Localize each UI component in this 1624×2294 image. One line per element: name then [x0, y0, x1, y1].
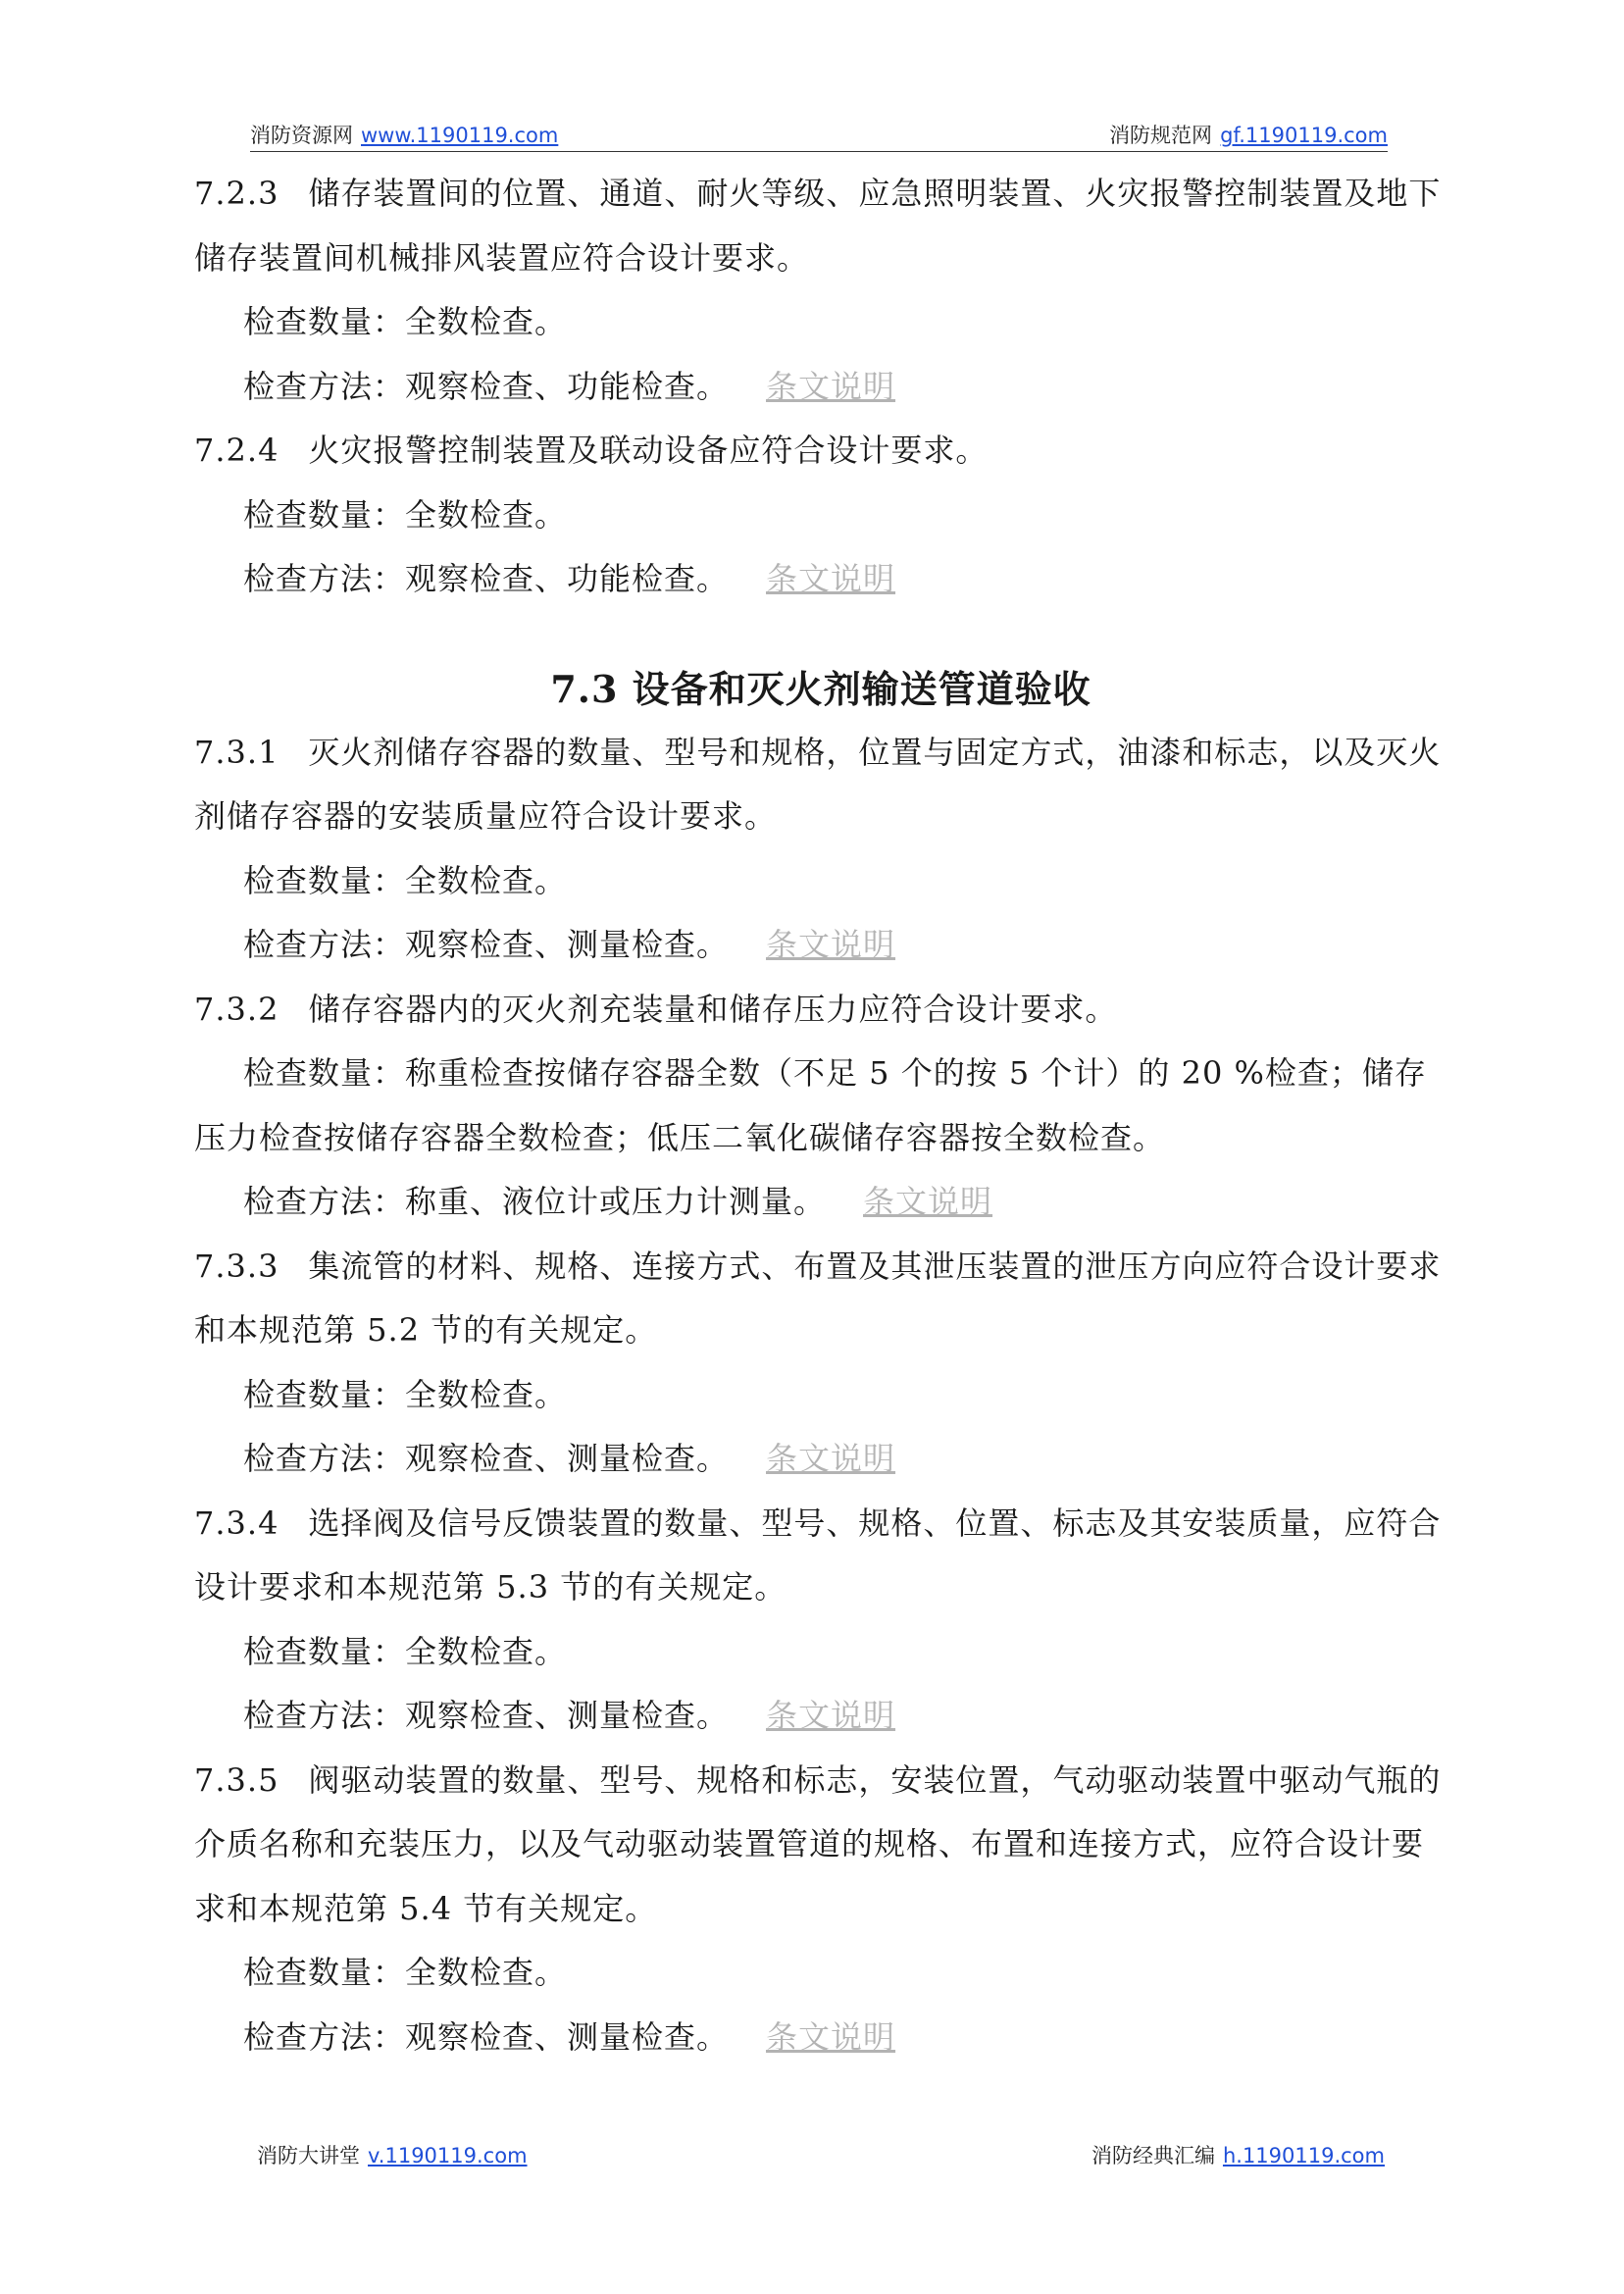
- check-quantity: 检查数量：全数检查。: [243, 861, 568, 899]
- clause-number: 7.3.5: [194, 1760, 279, 1799]
- clause-text: 集流管的材料、规格、连接方式、布置及其泄压装置的泄压方向应符合设计要求和本规范第 5.2 节的有关规定。: [194, 1247, 1442, 1349]
- footer-left-link[interactable]: v.1190119.com: [368, 2144, 528, 2167]
- clause-number: 7.2.3: [194, 175, 279, 212]
- check-quantity: 检查数量：全数检查。: [243, 495, 568, 534]
- check-quantity: 检查数量：全数检查。: [243, 1375, 568, 1413]
- footer-right-site-name: 消防经典汇编: [1091, 2144, 1215, 2167]
- check-method-line: [194, 1684, 1447, 1749]
- clause-text: 灭火剂储存容器的数量、型号和规格，位置与固定方式，油漆和标志，以及灭火剂储存容器的安装质量应符合设计要求。: [194, 733, 1442, 835]
- clause-text: 储存装置间的位置、通道、耐火等级、应急照明装置、火灾报警控制装置及地下储存装置间机械排风装置应符合设计要求。: [194, 175, 1442, 277]
- clause-text: 储存容器内的灭火剂充装量和储存压力应符合设计要求。: [308, 990, 1118, 1028]
- header-right: [1109, 120, 1388, 149]
- section-spacer: [194, 612, 1447, 657]
- check-method: 检查方法：观察检查、测量检查。: [243, 2017, 730, 2056]
- clause-paragraph: [194, 721, 1447, 849]
- footer-left-site-name: 消防大讲堂: [257, 2144, 360, 2167]
- clause-paragraph: [194, 419, 1447, 484]
- clause-number: 7.2.4: [194, 432, 279, 469]
- clause-number: 7.3.2: [194, 990, 279, 1028]
- clause-number: 7.3.4: [194, 1504, 279, 1542]
- document-body: [194, 162, 1447, 2069]
- clause-note-link[interactable]: 条文说明: [766, 367, 896, 405]
- check-method-line: [194, 355, 1447, 420]
- check-method-line: [194, 1170, 1447, 1235]
- check-method-line: [194, 547, 1447, 612]
- footer-right: [1091, 2140, 1385, 2169]
- check-method: 检查方法：称重、液位计或压力计测量。: [243, 1183, 827, 1220]
- clause-number: 7.3.3: [194, 1247, 279, 1285]
- clause-text: 选择阀及信号反馈装置的数量、型号、规格、位置、标志及其安装质量，应符合设计要求和本规范第 5.3 节的有关规定。: [194, 1504, 1442, 1606]
- clause-note-link[interactable]: 条文说明: [766, 2017, 896, 2056]
- clause-paragraph: [194, 1235, 1447, 1363]
- check-method: 检查方法：观察检查、测量检查。: [243, 1440, 730, 1477]
- check-quantity: 检查数量：全数检查。: [243, 1632, 568, 1670]
- clause-note-link[interactable]: 条文说明: [863, 1183, 993, 1220]
- check-quantity: 检查数量：全数检查。: [243, 303, 568, 340]
- header-left: [250, 120, 558, 149]
- check-method-line: [194, 2006, 1447, 2070]
- header-right-site-name: 消防规范网: [1109, 124, 1213, 147]
- clause-text: 火灾报警控制装置及联动设备应符合设计要求。: [308, 432, 989, 469]
- check-method: 检查方法：观察检查、测量检查。: [243, 926, 730, 963]
- clause-paragraph: [194, 1492, 1447, 1620]
- footer-left: [257, 2140, 528, 2169]
- clause-note-link[interactable]: 条文说明: [766, 560, 896, 597]
- check-method-line: [194, 913, 1447, 978]
- check-method: 检查方法：观察检查、功能检查。: [243, 560, 730, 597]
- check-method: 检查方法：观察检查、测量检查。: [243, 1697, 730, 1734]
- clause-paragraph: [194, 978, 1447, 1043]
- header-left-site-name: 消防资源网: [250, 124, 353, 147]
- page-header: [250, 118, 1388, 152]
- clause-paragraph: [194, 1749, 1447, 1942]
- check-quantity: 检查数量：全数检查。: [243, 1954, 568, 1991]
- footer-right-link[interactable]: h.1190119.com: [1222, 2144, 1385, 2167]
- clause-note-link[interactable]: 条文说明: [766, 926, 896, 963]
- clause-note-link[interactable]: 条文说明: [766, 1697, 896, 1734]
- clause-number: 7.3.1: [194, 733, 279, 771]
- page-footer: [257, 2140, 1385, 2173]
- header-left-link[interactable]: www.1190119.com: [361, 124, 559, 147]
- check-method: 检查方法：观察检查、功能检查。: [243, 367, 730, 405]
- section-heading: 7.3 设备和灭火剂输送管道验收: [550, 666, 1091, 711]
- clause-note-link[interactable]: 条文说明: [766, 1440, 896, 1477]
- check-quantity: 检查数量：称重检查按储存容器全数（不足 5 个的按 5 个计）的 20 %检查；储存压力检查按储存容器全数检查；低压二氧化碳储存容器按全数检查。: [194, 1054, 1427, 1156]
- check-method-line: [194, 1427, 1447, 1492]
- clause-paragraph: [194, 162, 1447, 290]
- clause-text: 阀驱动装置的数量、型号、规格和标志，安装位置，气动驱动装置中驱动气瓶的介质名称和充装压力，以及气动驱动装置管道的规格、布置和连接方式，应符合设计要求和本规范第 5.4 节有关规定。: [194, 1760, 1442, 1927]
- header-right-link[interactable]: gf.1190119.com: [1220, 124, 1388, 147]
